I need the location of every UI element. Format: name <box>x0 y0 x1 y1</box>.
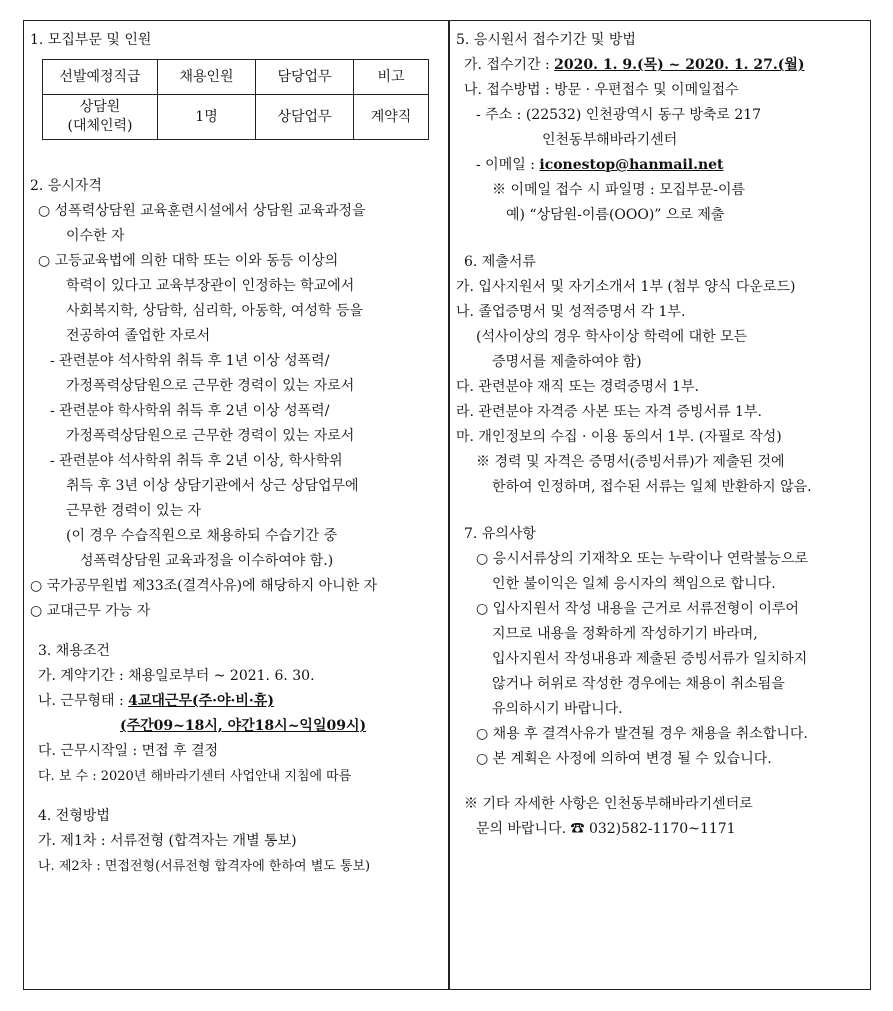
email-label: - 이메일 : <box>476 157 540 173</box>
section-6-title: 6. 제출서류 <box>464 254 536 270</box>
qualification-line: 이수한 자 <box>66 228 125 244</box>
contact-info-line1: ※ 기타 자세한 사항은 인천동부해바라기센터로 <box>464 796 753 812</box>
email-example: 예) “상담원-이름(OOO)” 으로 제출 <box>506 207 725 223</box>
qualification-line: 취득 후 3년 이상 상담기관에서 상근 상담업무에 <box>66 478 359 494</box>
qualification-line: - 관련분야 학사학위 취득 후 2년 이상 성폭력/ <box>50 403 330 419</box>
qualification-line: ○ 고등교육법에 의한 대학 또는 이와 동등 이상의 <box>38 253 339 269</box>
column-divider <box>448 20 450 990</box>
document-note: ※ 경력 및 자격은 증명서(증빙서류)가 제출된 것에 <box>476 454 785 470</box>
table-cell-position <box>43 95 158 140</box>
application-method: 나. 접수방법 : 방문 · 우편접수 및 이메일접수 <box>464 82 739 98</box>
notice-item: 않거나 허위로 작성한 경우에는 채용이 취소됨을 <box>492 676 785 692</box>
condition-start-date: 다. 근무시작일 : 면접 후 결정 <box>38 743 219 759</box>
section-1-title: 1. 모집부문 및 인원 <box>30 32 152 48</box>
table-header-cell: 담당업무 <box>256 60 354 95</box>
document-item: 나. 졸업증명서 및 성적증명서 각 1부. <box>456 304 686 320</box>
work-hours-detail: (주간09~18시, 야간18시~익일09시) <box>120 718 367 734</box>
condition-contract-period: 가. 계약기간 : 채용일로부터 ~ 2021. 6. 30. <box>38 668 315 684</box>
document-item: 라. 관련분야 자격증 사본 또는 자격 증빙서류 1부. <box>456 404 762 420</box>
qualification-line: - 관련분야 석사학위 취득 후 2년 이상, 학사학위 <box>50 453 343 469</box>
table-header-row <box>43 60 429 95</box>
condition-work-type <box>30 689 444 714</box>
section-2-title: 2. 응시자격 <box>30 178 102 194</box>
qualification-line: (이 경우 수습직원으로 채용하되 수습기간 중 <box>66 528 338 544</box>
table-cell-duty: 상담업무 <box>256 95 354 140</box>
email-line <box>456 153 866 178</box>
address-line: - 주소 : (22532) 인천광역시 동구 방축로 217 <box>476 107 762 123</box>
contact-info-line2: 문의 바랍니다. ☎ 032)582-1170~1171 <box>476 821 736 837</box>
table-header-cell: 선발예정직급 <box>43 60 158 95</box>
qualification-line: 성폭력상담원 교육과정을 이수하여야 함.) <box>80 553 334 569</box>
right-column <box>456 28 866 842</box>
application-period <box>456 53 866 78</box>
position-line2: (대체인력) <box>67 118 133 134</box>
qualification-line: ○ 국가공무원법 제33조(결격사유)에 해당하지 아니한 자 <box>30 578 378 594</box>
section-3-title: 3. 채용조건 <box>38 643 110 659</box>
qualification-line: ○ 교대근무 가능 자 <box>30 603 151 619</box>
section-5-title: 5. 응시원서 접수기간 및 방법 <box>456 32 636 48</box>
section-7-title: 7. 유의사항 <box>464 526 536 542</box>
application-period-label: 가. 접수기간 : <box>464 57 555 73</box>
selection-step-1: 가. 제1차 : 서류전형 (합격자는 개별 통보) <box>38 833 297 849</box>
qualification-line: - 관련분야 석사학위 취득 후 1년 이상 성폭력/ <box>50 353 330 369</box>
notice-item: 입사지원서 작성내용과 제출된 증빙서류가 일치하지 <box>492 651 808 667</box>
table-cell-count: 1명 <box>158 95 256 140</box>
notice-item: ○ 응시서류상의 기재착오 또는 누락이나 연락불능으로 <box>476 551 808 567</box>
table-row <box>43 95 429 140</box>
table-header-cell: 채용인원 <box>158 60 256 95</box>
document-item: 마. 개인정보의 수집 · 이용 동의서 1부. (자필로 작성) <box>456 429 782 445</box>
qualification-line: 전공하여 졸업한 자로서 <box>66 328 211 344</box>
application-period-value: 2020. 1. 9.(목) ~ 2020. 1. 27.(월) <box>554 57 805 73</box>
qualification-line: 가정폭력상담원으로 근무한 경력이 있는 자로서 <box>66 428 355 444</box>
qualification-line: 근무한 경력이 있는 자 <box>66 503 202 519</box>
document-item: (석사이상의 경우 학사이상 학력에 대한 모든 <box>476 329 748 345</box>
qualification-line: 가정폭력상담원으로 근무한 경력이 있는 자로서 <box>66 378 355 394</box>
address-center-name: 인천동부해바라기센터 <box>542 132 678 148</box>
work-type-value: 4교대근무(주·야·비·휴) <box>128 693 274 709</box>
table-cell-note: 계약직 <box>354 95 429 140</box>
qualification-line: 사회복지학, 상담학, 심리학, 아동학, 여성학 등을 <box>66 303 364 319</box>
recruitment-table <box>42 59 429 140</box>
document-item: 다. 관련분야 재직 또는 경력증명서 1부. <box>456 379 699 395</box>
left-column <box>30 28 444 879</box>
condition-salary: 다. 보 수 : 2020년 해바라기센터 사업안내 지침에 따름 <box>38 769 352 784</box>
work-type-label: 나. 근무형태 : <box>38 693 129 709</box>
notice-item: ○ 채용 후 결격사유가 발견될 경우 채용을 취소합니다. <box>476 726 808 742</box>
section-4-title: 4. 전형방법 <box>38 808 110 824</box>
qualification-line: ○ 성폭력상담원 교육훈련시설에서 상담원 교육과정을 <box>38 203 366 219</box>
notice-item: 유의하시기 바랍니다. <box>492 701 623 717</box>
notice-item: ○ 본 계획은 사정에 의하여 변경 될 수 있습니다. <box>476 751 772 767</box>
notice-item: 지므로 내용을 정확하게 작성하기기 바라며, <box>492 626 758 642</box>
selection-step-2: 나. 제2차 : 면접전형(서류전형 합격자에 한하여 별도 통보) <box>38 859 371 874</box>
position-line1: 상담원 <box>79 99 121 115</box>
notice-item: 인한 불이익은 일체 응시자의 책임으로 합니다. <box>492 576 776 592</box>
qualification-line: 학력이 있다고 교육부장관이 인정하는 학교에서 <box>66 278 355 294</box>
notice-item: ○ 입사지원서 작성 내용을 근거로 서류전형이 이루어 <box>476 601 799 617</box>
email-address: iconestop@hanmail.net <box>539 157 724 173</box>
document-item: 가. 입사지원서 및 자기소개서 1부 (첨부 양식 다운로드) <box>456 279 796 295</box>
document-item: 증명서를 제출하여야 함) <box>492 354 642 370</box>
email-note: ※ 이메일 접수 시 파일명 : 모집부문-이름 <box>492 182 746 198</box>
table-header-cell: 비고 <box>354 60 429 95</box>
document-note: 한하여 인정하며, 접수된 서류는 일체 반환하지 않음. <box>492 479 812 495</box>
